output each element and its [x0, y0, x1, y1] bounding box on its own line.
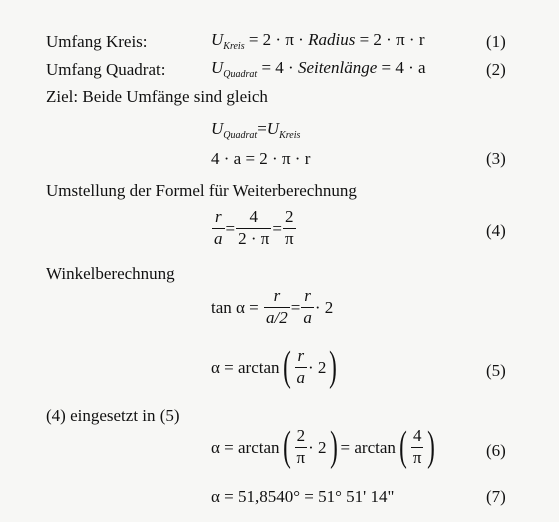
subscript-kreis: Kreis — [223, 41, 245, 52]
formula-part: = 2 · π · r — [355, 30, 425, 49]
numerator: 2 — [283, 208, 296, 229]
u-symbol: U — [211, 119, 224, 138]
times-two: · 2 — [308, 357, 327, 377]
fraction-2-over-pi — [283, 208, 296, 248]
equals-sign: = — [257, 119, 267, 138]
substitution-text: (4) eingesetzt in (5) — [46, 406, 180, 425]
times-two: · 2 — [308, 437, 327, 457]
square-perimeter-formula — [211, 58, 426, 80]
formula-part: = 4 · — [257, 58, 298, 77]
equation-4 — [211, 208, 297, 248]
numerator: r — [301, 287, 314, 308]
left-paren: ( — [282, 424, 291, 470]
equation-number-6: (6) — [486, 441, 506, 460]
equation-5 — [211, 346, 340, 388]
circle-perimeter-label: Umfang Kreis: — [46, 32, 148, 51]
equation-6 — [211, 426, 438, 468]
equation-number-3: (3) — [486, 149, 506, 168]
fraction-4-over-2pi — [236, 208, 271, 248]
equation-number-7: (7) — [486, 487, 506, 506]
arctan-lhs: α = arctan — [211, 357, 280, 377]
denominator: π — [296, 447, 306, 467]
times-two: · 2 — [314, 297, 334, 317]
numerator: 4 — [411, 427, 424, 448]
equation-number-4: (4) — [486, 221, 506, 240]
fraction-4-over-pi — [411, 427, 424, 467]
denominator: a — [303, 307, 312, 327]
numerator: r — [212, 208, 225, 229]
tan-lhs: tan α = — [211, 297, 259, 317]
left-paren: ( — [399, 424, 407, 470]
denominator: π — [284, 228, 294, 248]
equals-sign: = — [272, 218, 282, 238]
formula-part: = 4 · a — [377, 58, 426, 77]
right-paren: ) — [329, 344, 338, 390]
u-symbol: U — [266, 119, 280, 138]
arctan-lhs: α = arctan — [211, 437, 280, 457]
equation-number-2: (2) — [486, 60, 506, 79]
fraction-r-over-a — [212, 208, 225, 248]
equals-sign: = — [290, 297, 301, 317]
numerator: 4 — [236, 208, 271, 229]
denominator: 2 · π — [238, 228, 270, 248]
equation-number-5: (5) — [486, 361, 506, 380]
denominator: π — [412, 447, 422, 467]
side-length-word: Seitenlänge — [297, 58, 378, 77]
u-symbol: U — [211, 58, 224, 77]
angle-calculation-heading: Winkelberechnung — [46, 264, 175, 283]
fraction-r-over-a-half — [264, 287, 290, 327]
equation-3: 4 · a = 2 · π · r — [211, 149, 311, 168]
formula-part: = 2 · π · — [244, 30, 309, 49]
equation-number-1: (1) — [486, 32, 506, 51]
denominator: a — [296, 367, 306, 387]
radius-word: Radius — [308, 30, 356, 49]
fraction-2-over-pi — [295, 427, 308, 467]
denominator: a — [214, 228, 223, 248]
u-symbol: U — [211, 30, 224, 49]
fraction-r-over-a — [301, 287, 314, 327]
subscript-quadrat: Quadrat — [223, 130, 258, 141]
subscript-kreis: Kreis — [279, 130, 301, 141]
equation-7: α = 51,8540° = 51° 51' 14" — [211, 487, 395, 506]
right-paren: ) — [427, 424, 436, 470]
square-perimeter-label: Umfang Quadrat: — [46, 60, 166, 79]
equality-statement — [211, 119, 301, 141]
tangent-equation — [211, 287, 333, 327]
numerator: 2 — [295, 427, 308, 448]
subscript-quadrat: Quadrat — [223, 69, 258, 80]
rearrange-text: Umstellung der Formel für Weiterberechnung — [46, 181, 357, 200]
numerator: r — [264, 287, 290, 308]
circle-perimeter-formula — [211, 30, 425, 52]
equals-sign: = — [225, 218, 236, 238]
goal-text: Ziel: Beide Umfänge sind gleich — [46, 87, 268, 106]
left-paren: ( — [282, 344, 291, 390]
right-paren: ) — [329, 424, 338, 470]
arctan-mid: = arctan — [340, 437, 396, 457]
numerator: r — [295, 347, 308, 368]
denominator: a/2 — [266, 307, 288, 327]
fraction-r-over-a — [295, 347, 308, 387]
